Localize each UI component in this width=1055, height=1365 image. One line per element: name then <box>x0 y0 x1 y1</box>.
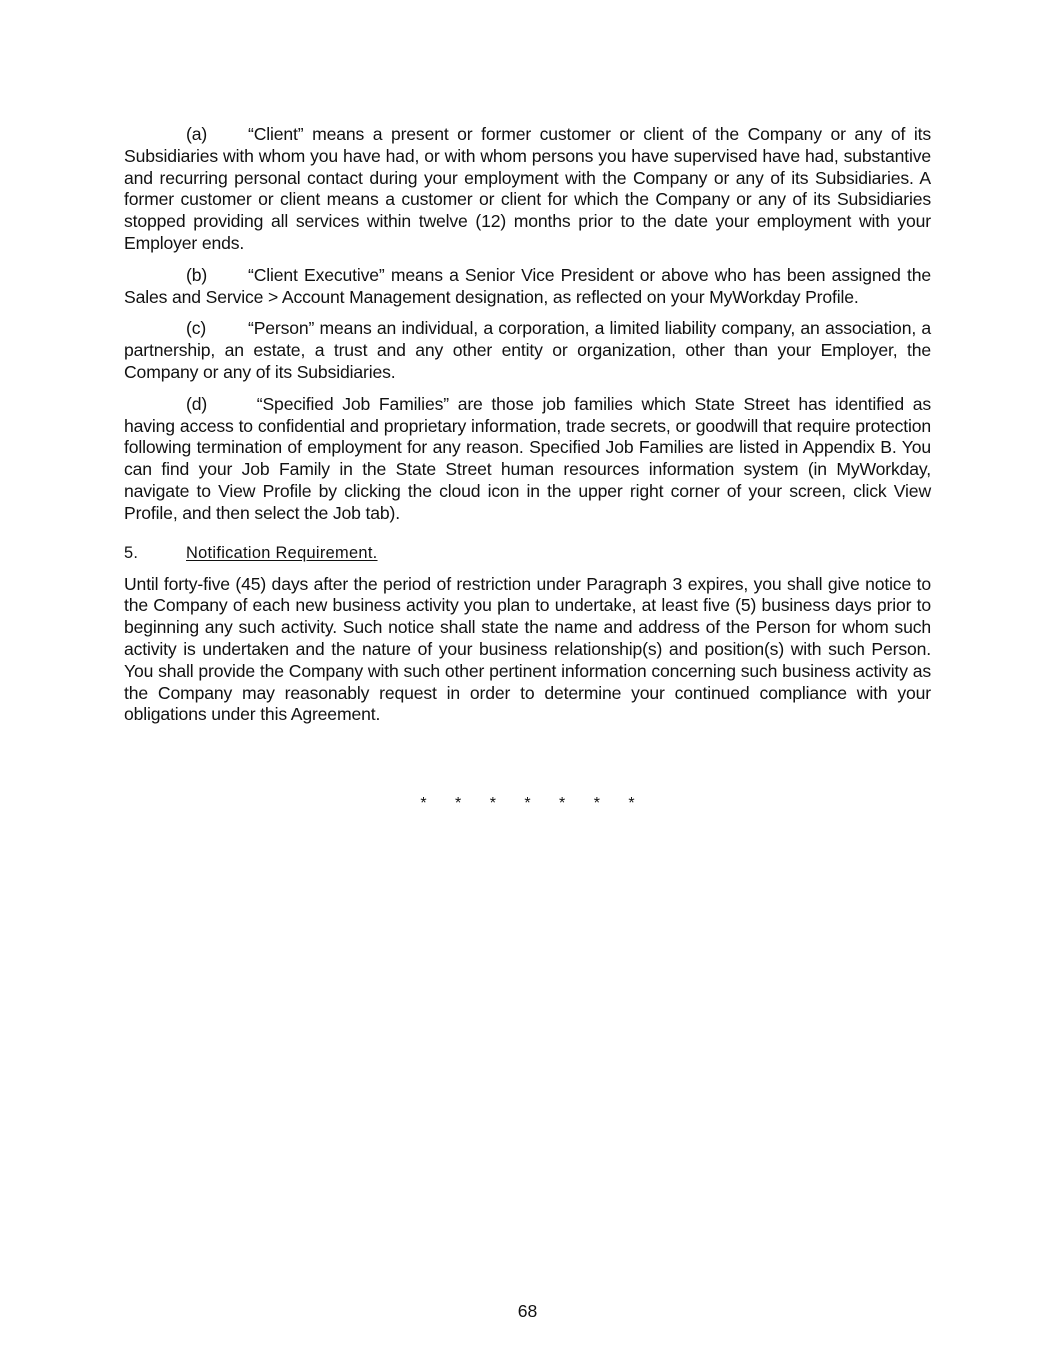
definition-c <box>124 318 931 383</box>
document-body <box>124 124 931 736</box>
section-separator: * * * * * * * <box>420 795 647 812</box>
definition-marker-b: (b) <box>186 264 208 285</box>
definition-b <box>124 265 931 309</box>
section-5-body: Until forty-five (45) days after the period of restriction under Paragraph 3 expires, you shall give notice to the Company of each new business activity you plan to undertake, at least five (5) business days prior to beginning any such activity. Such notice shall state the name and address of the Person for whom such activity is undertaken and the nature of your business relationship(s) and position(s) with such Person. You shall provide the Company with such other pertinent information concerning such business activity as the Company may reasonably request in order to determine your continued compliance with your obligations under this Agreement. <box>124 573 931 725</box>
definition-a <box>124 124 931 255</box>
definition-marker-a: (a) <box>186 124 208 144</box>
page-number: 68 <box>517 1301 538 1321</box>
definition-marker-c: (c) <box>186 318 207 339</box>
section-5-number: 5. <box>124 543 139 562</box>
definition-marker-d: (d) <box>186 393 208 414</box>
definition-text-d: “Specified Job Families” are those job families which State Street has identified as having access to confidential and proprietary information, trade secrets, or goodwill that require protection following termination of employment for any reason. Specified Job Families are listed in Appendix B. You can find your Job Family in the State Street human resources information system (in MyWorkday, navigate to View Profile by clicking the cloud icon in the upper right corner of your screen, click View Profile, and then select the Job tab). <box>124 393 931 523</box>
definition-text-b: “Client Executive” means a Senior Vice President or above who has been assigned the Sales and Service > Account Management designation, as reflected on your MyWorkday Profile. <box>124 264 931 307</box>
section-5-heading <box>124 543 931 564</box>
definition-text-a: “Client” means a present or former customer or client of the Company or any of its Subsidiaries with whom you have had, or with whom persons you have supervised have had, substantive and recurring personal contact during your employment with the Company or any of its Subsidiaries. A former customer or client means a customer or client for which the Company or any of its Subsidiaries stopped providing all services within twelve (12) months prior to the date your employment with your Employer ends. <box>124 124 931 253</box>
definition-text-c: “Person” means an individual, a corporation, a limited liability company, an association, a partnership, an estate, a trust and any other entity or organization, other than your Employer, the Company or any of its Subsidiaries. <box>124 318 931 382</box>
section-5-title: Notification Requirement. <box>186 543 378 562</box>
definition-d <box>124 394 931 525</box>
